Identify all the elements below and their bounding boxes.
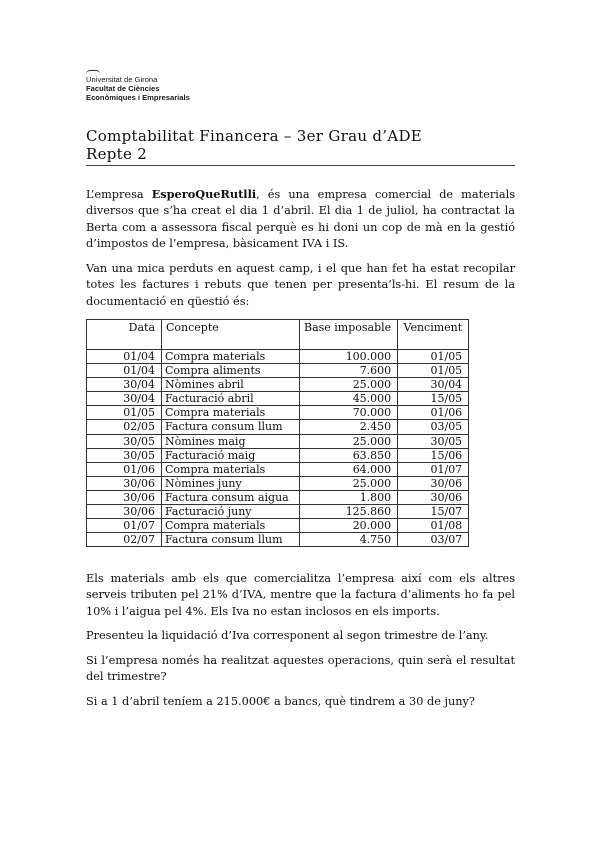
cell-date: 01/05 bbox=[87, 406, 162, 420]
table-row bbox=[87, 406, 469, 420]
header-due-date: Venciment bbox=[398, 320, 469, 350]
table-row bbox=[87, 364, 469, 378]
cell-date: 30/05 bbox=[87, 434, 162, 448]
cell-concept: Facturació maig bbox=[162, 448, 300, 462]
cell-due-date: 01/06 bbox=[398, 406, 469, 420]
question-3: Si a 1 d’abril teníem a 215.000€ a bancs, què tindrem a 30 de juny? bbox=[86, 695, 475, 708]
cell-taxable-base: 2.450 bbox=[300, 420, 398, 434]
cell-taxable-base: 70.000 bbox=[300, 406, 398, 420]
cell-taxable-base: 25.000 bbox=[300, 476, 398, 490]
logo-arc-icon bbox=[86, 70, 100, 74]
cell-taxable-base: 25.000 bbox=[300, 378, 398, 392]
university-name: Universitat de Girona bbox=[86, 75, 158, 84]
header-date: Data bbox=[87, 320, 162, 350]
documents-table bbox=[86, 319, 469, 547]
cell-due-date: 30/04 bbox=[398, 378, 469, 392]
cell-concept: Nòmines abril bbox=[162, 378, 300, 392]
table-row bbox=[87, 476, 469, 490]
cell-concept: Factura consum llum bbox=[162, 420, 300, 434]
cell-concept: Facturació juny bbox=[162, 505, 300, 519]
table-row bbox=[87, 350, 469, 364]
challenge-title: Repte 2 bbox=[86, 145, 148, 163]
document-title bbox=[86, 127, 515, 166]
question-1: Presenteu la liquidació d’Iva corresponent al segon trimestre de l’any. bbox=[86, 629, 489, 642]
cell-due-date: 30/06 bbox=[398, 476, 469, 490]
cell-due-date: 03/05 bbox=[398, 420, 469, 434]
table-row bbox=[87, 490, 469, 504]
cell-date: 01/04 bbox=[87, 350, 162, 364]
cell-date: 01/06 bbox=[87, 462, 162, 476]
cell-date: 01/07 bbox=[87, 519, 162, 533]
cell-taxable-base: 125.860 bbox=[300, 505, 398, 519]
cell-date: 30/04 bbox=[87, 392, 162, 406]
cell-date: 30/06 bbox=[87, 490, 162, 504]
cell-due-date: 01/05 bbox=[398, 350, 469, 364]
cell-due-date: 15/07 bbox=[398, 505, 469, 519]
cell-concept: Factura consum llum bbox=[162, 533, 300, 547]
cell-concept: Facturació abril bbox=[162, 392, 300, 406]
cell-date: 30/06 bbox=[87, 476, 162, 490]
cell-date: 02/07 bbox=[87, 533, 162, 547]
table-row bbox=[87, 448, 469, 462]
cell-concept: Factura consum aigua bbox=[162, 490, 300, 504]
cell-due-date: 30/05 bbox=[398, 434, 469, 448]
cell-taxable-base: 64.000 bbox=[300, 462, 398, 476]
faculty-name: Facultat de Ciències bbox=[86, 84, 160, 94]
cell-date: 01/04 bbox=[87, 364, 162, 378]
cell-date: 02/05 bbox=[87, 420, 162, 434]
cell-taxable-base: 7.600 bbox=[300, 364, 398, 378]
cell-due-date: 15/06 bbox=[398, 448, 469, 462]
cell-concept: Compra aliments bbox=[162, 364, 300, 378]
table-row bbox=[87, 519, 469, 533]
header-concept: Concepte bbox=[162, 320, 300, 350]
cell-due-date: 30/06 bbox=[398, 490, 469, 504]
cell-taxable-base: 4.750 bbox=[300, 533, 398, 547]
table-row bbox=[87, 462, 469, 476]
cell-taxable-base: 100.000 bbox=[300, 350, 398, 364]
table-row bbox=[87, 378, 469, 392]
table-row bbox=[87, 505, 469, 519]
cell-taxable-base: 1.800 bbox=[300, 490, 398, 504]
context-paragraph: Van una mica perduts en aquest camp, i el que han fet ha estat recopilar totes les factures i rebuts que tenen per presenta’ls-hi. El resum de la documentació en qüestió és: bbox=[86, 262, 515, 308]
cell-due-date: 01/07 bbox=[398, 462, 469, 476]
cell-taxable-base: 20.000 bbox=[300, 519, 398, 533]
table-header-row bbox=[87, 320, 469, 350]
question-2: Si l’empresa només ha realitzat aquestes operacions, quin serà el resultat del trimestre? bbox=[86, 654, 515, 684]
cell-taxable-base: 45.000 bbox=[300, 392, 398, 406]
table-row bbox=[87, 392, 469, 406]
cell-due-date: 15/05 bbox=[398, 392, 469, 406]
cell-concept: Compra materials bbox=[162, 406, 300, 420]
faculty-name-2: Econòmiques i Empresarials bbox=[86, 93, 190, 103]
cell-date: 30/04 bbox=[87, 378, 162, 392]
table-row bbox=[87, 533, 469, 547]
cell-taxable-base: 25.000 bbox=[300, 434, 398, 448]
cell-concept: Nòmines maig bbox=[162, 434, 300, 448]
cell-due-date: 03/07 bbox=[398, 533, 469, 547]
cell-concept: Compra materials bbox=[162, 350, 300, 364]
company-name: EsperoQueRutlli bbox=[151, 187, 257, 201]
university-logo bbox=[86, 70, 190, 103]
table-body bbox=[87, 350, 469, 547]
cell-due-date: 01/08 bbox=[398, 519, 469, 533]
cell-date: 30/06 bbox=[87, 505, 162, 519]
cell-date: 30/05 bbox=[87, 448, 162, 462]
cell-concept: Compra materials bbox=[162, 519, 300, 533]
cell-concept: Nòmines juny bbox=[162, 476, 300, 490]
intro-pre: L’empresa bbox=[86, 188, 152, 201]
vat-paragraph: Els materials amb els que comercialitza l’empresa així com els altres serveis tributen pel 21% d’IVA, mentre que la factura d’aliments ho fa pel 10% i l’aigua pel 4%. Els Iva no estan inclosos en els imports. bbox=[86, 572, 515, 618]
table-row bbox=[87, 420, 469, 434]
cell-taxable-base: 63.850 bbox=[300, 448, 398, 462]
intro-post: , és una empresa comercial de materials diversos que s’ha creat el dia 1 d’abril. El dia 1 de juliol, ha contractat la Berta com a assessora fiscal perquè es hi doni un cop de mà en la gestió d’impostos de l’empresa, bàsicament IVA i IS. bbox=[86, 188, 515, 251]
header-taxable-base: Base imposable bbox=[300, 320, 398, 350]
intro-paragraph bbox=[86, 186, 515, 253]
cell-concept: Compra materials bbox=[162, 462, 300, 476]
course-title: Comptabilitat Financera – 3er Grau d’ADE bbox=[86, 127, 423, 145]
cell-due-date: 01/05 bbox=[398, 364, 469, 378]
table-row bbox=[87, 434, 469, 448]
